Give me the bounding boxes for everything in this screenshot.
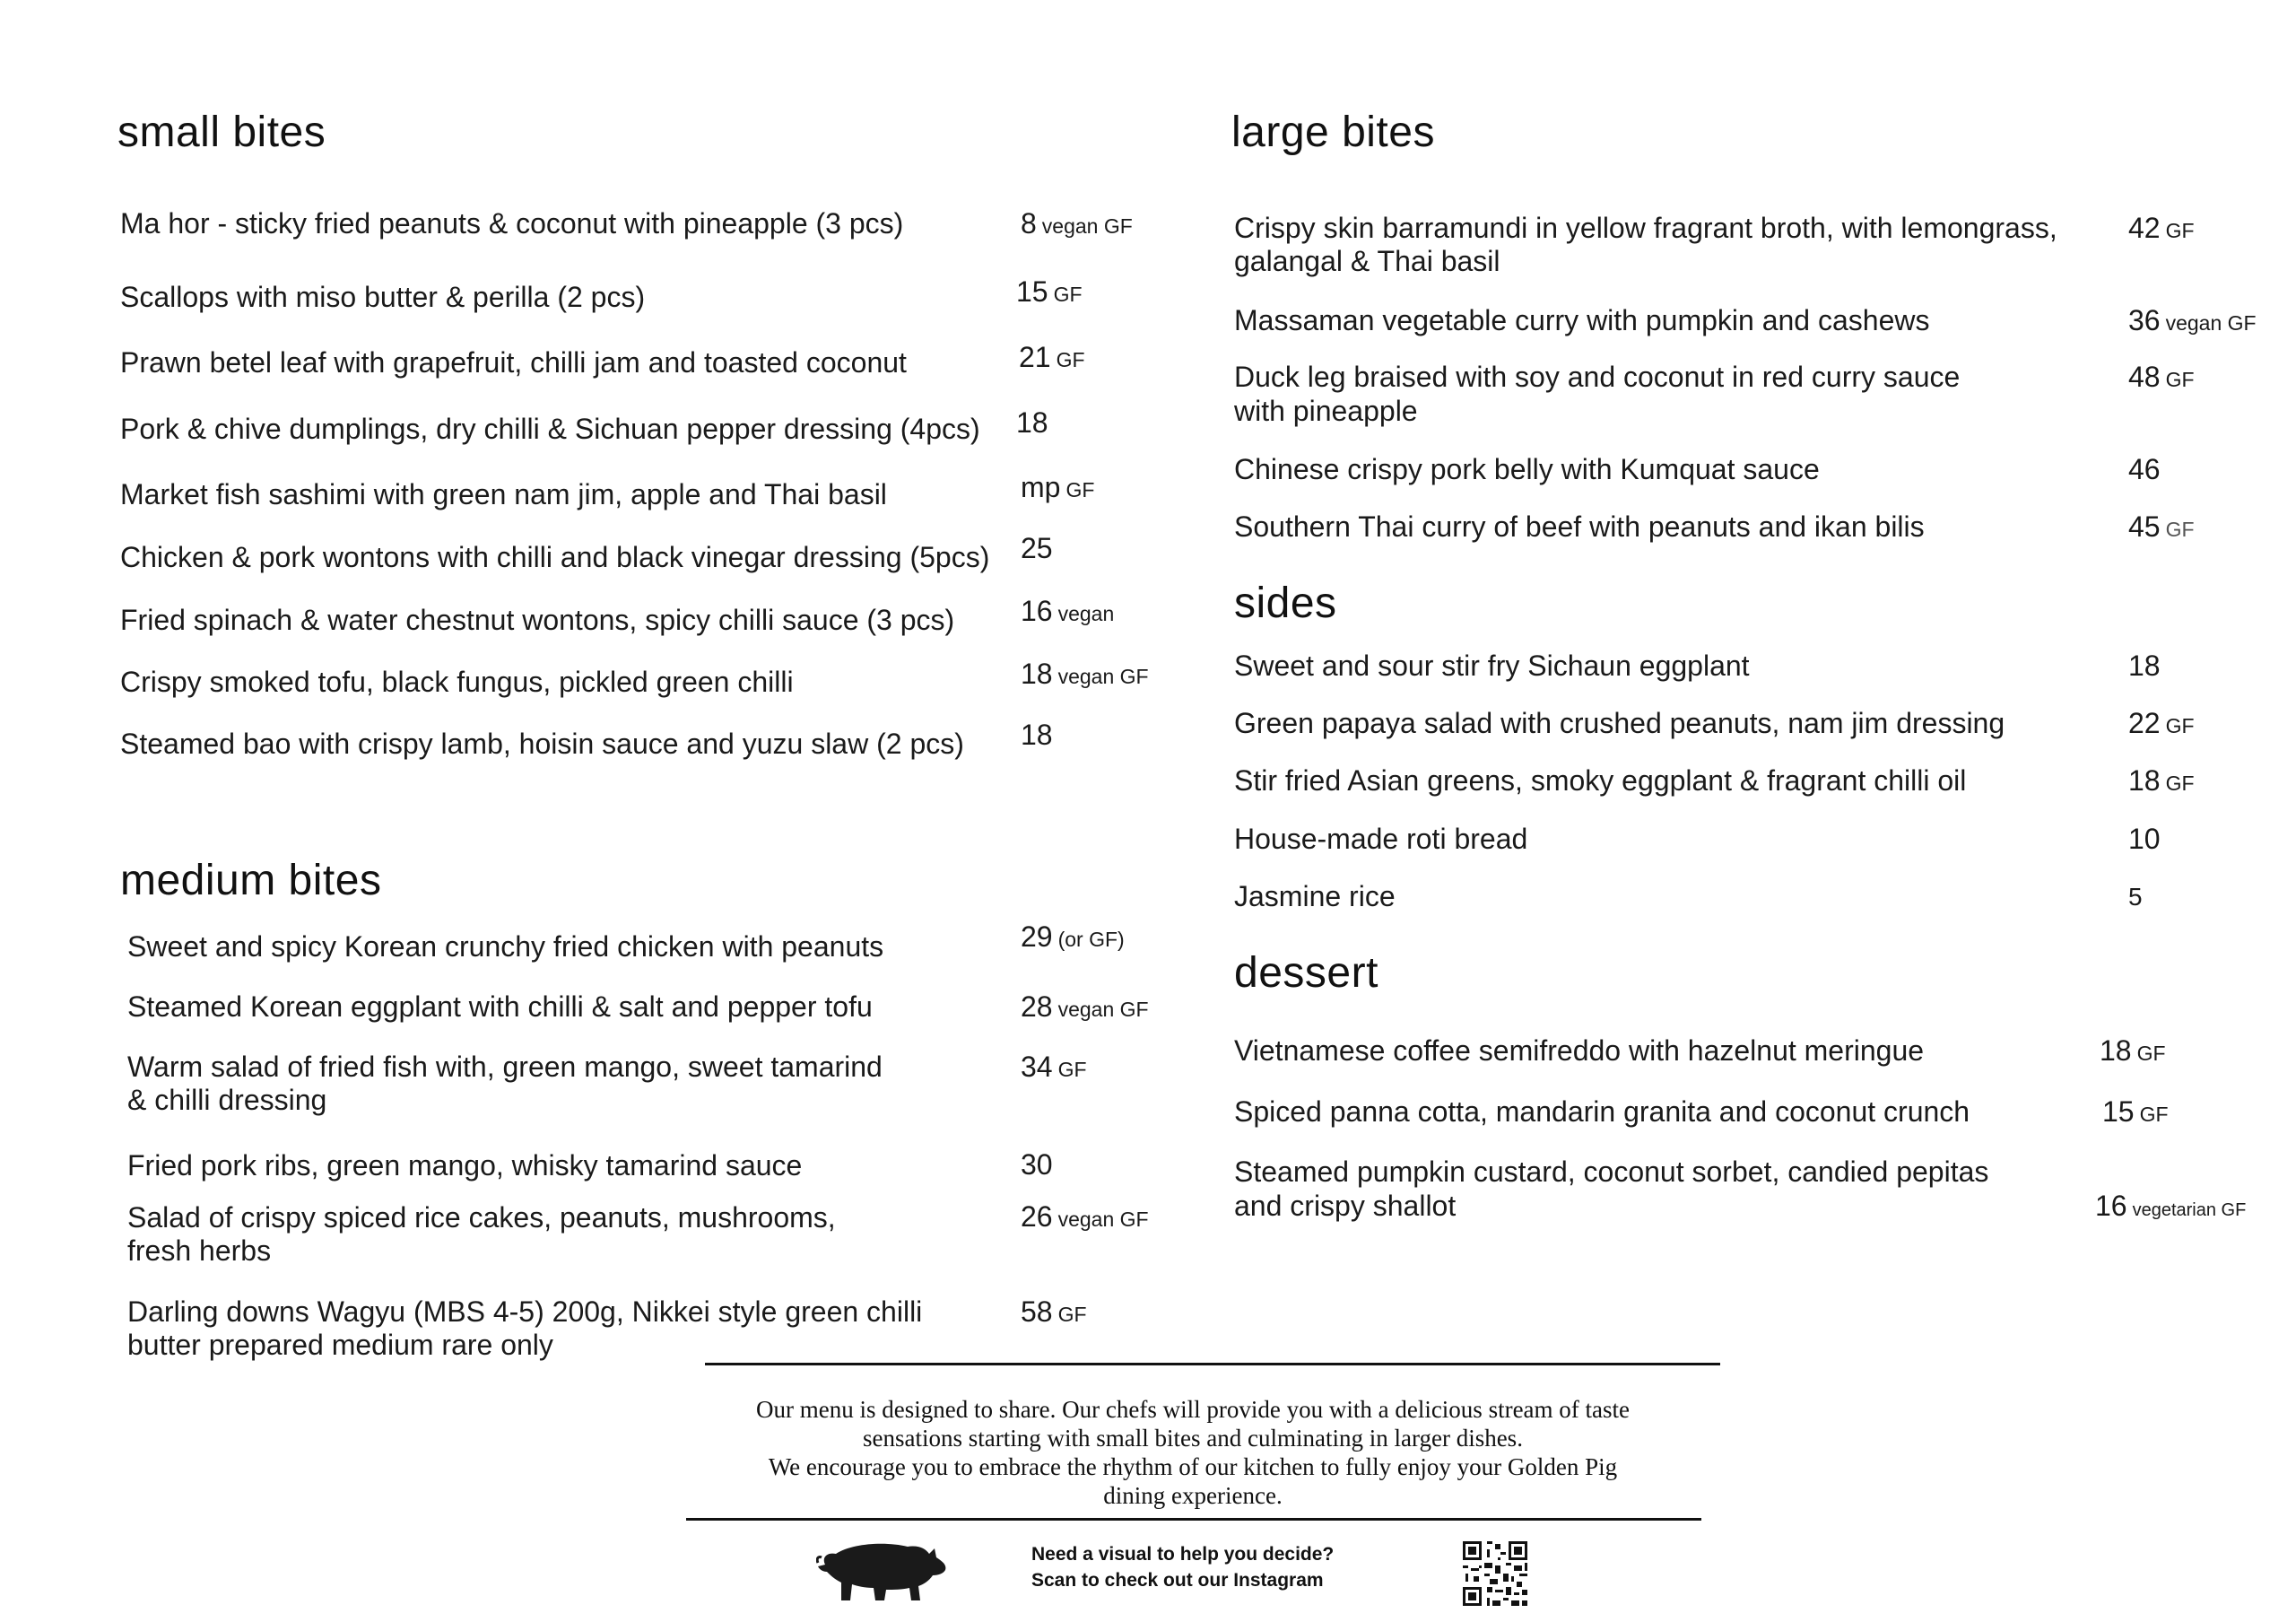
price-value: 22 — [2128, 707, 2161, 739]
price-value: 26 — [1021, 1200, 1053, 1233]
menu-item-name: Crispy smoked tofu, black fungus, pickled green chilli — [120, 666, 794, 698]
price-value: 21 — [1019, 341, 1051, 373]
price-value: 42 — [2128, 212, 2161, 244]
dietary-tags: GF — [2165, 772, 2195, 795]
price-value: 18 — [2128, 764, 2161, 797]
menu-item-name: Fried pork ribs, green mango, whisky tamarind sauce — [127, 1149, 803, 1182]
dietary-tags: vegan — [1057, 602, 1115, 625]
price-value: 15 — [1016, 275, 1048, 308]
qr-code-icon[interactable] — [1460, 1539, 1530, 1613]
menu-item-name: Crispy skin barramundi in yellow fragrant broth, with lemongrass, — [1234, 212, 2057, 244]
sharing-note-line: sensations starting with small bites and culminating in larger dishes. — [863, 1425, 1523, 1452]
price-value: mp — [1021, 471, 1061, 503]
menu-item-name: Chicken & pork wontons with chilli and black vinegar dressing (5pcs) — [120, 541, 990, 573]
price-value: 46 — [2128, 453, 2161, 485]
menu-item-name: Market fish sashimi with green nam jim, apple and Thai basil — [120, 478, 887, 510]
price-value: 58 — [1021, 1295, 1053, 1328]
price-value: 18 — [1021, 658, 1053, 690]
menu-item-name: Chinese crispy pork belly with Kumquat sauce — [1234, 453, 1820, 485]
menu-item-name: Ma hor - sticky fried peanuts & coconut with pineapple (3 pcs) — [120, 207, 904, 240]
price-value: 16 — [1021, 595, 1053, 627]
menu-item-name: Warm salad of fried fish with, green mango, sweet tamarind — [127, 1051, 883, 1083]
sides-heading: sides — [1234, 580, 1337, 627]
menu-item-name: Darling downs Wagyu (MBS 4-5) 200g, Nikkei style green chilli — [127, 1295, 923, 1328]
dietary-tags: (or GF) — [1057, 928, 1125, 951]
menu-item-name: Spiced panna cotta, mandarin granita and coconut crunch — [1234, 1095, 1970, 1128]
price-value: 16 — [2095, 1190, 2127, 1222]
menu-item-price — [1021, 920, 1125, 956]
price-value: 10 — [2128, 823, 2161, 855]
menu-item-price — [2128, 453, 2166, 489]
menu-item-price — [1021, 595, 1114, 631]
menu-item-name: Steamed Korean eggplant with chilli & salt and pepper tofu — [127, 990, 873, 1023]
menu-item-name: Sweet and spicy Korean crunchy fried chicken with peanuts — [127, 930, 884, 963]
dietary-tags: GF — [1056, 348, 1085, 371]
price-value: 18 — [2128, 650, 2161, 682]
price-value: 28 — [1021, 990, 1053, 1023]
menu-item-price — [1021, 658, 1149, 693]
menu-item-name-line2: fresh herbs — [127, 1234, 272, 1267]
menu-item-name: Duck leg braised with soy and coconut in red curry sauce — [1234, 361, 1961, 393]
dietary-tags: GF — [2165, 219, 2195, 242]
menu-item-name: House-made roti bread — [1234, 823, 1528, 855]
dietary-tags: GF — [1057, 1058, 1087, 1081]
menu-item-name: Fried spinach & water chestnut wontons, spicy chilli sauce (3 pcs) — [120, 604, 955, 636]
dietary-tags: GF — [2165, 518, 2195, 541]
menu-item-name: Steamed bao with crispy lamb, hoisin sauce and yuzu slaw (2 pcs) — [120, 728, 964, 760]
menu-item-price — [1016, 406, 1054, 442]
menu-item-name: Scallops with miso butter & perilla (2 pcs) — [120, 281, 646, 313]
price-value: 45 — [2128, 510, 2161, 543]
menu-item-price — [1021, 532, 1058, 568]
menu-item-price — [2100, 1034, 2166, 1070]
price-value: 15 — [2102, 1095, 2135, 1128]
dietary-tags: GF — [2136, 1042, 2166, 1065]
menu-item-name-line2: & chilli dressing — [127, 1084, 327, 1116]
dietary-tags: vegan GF — [1057, 998, 1149, 1021]
price-value: 18 — [1016, 406, 1048, 439]
menu-item-name-line2: butter prepared medium rare only — [127, 1329, 553, 1361]
menu-item-price — [2128, 880, 2148, 915]
sharing-note-line: dining experience. — [1103, 1482, 1283, 1509]
dietary-tags: GF — [1065, 478, 1095, 501]
sharing-note-line: Our menu is designed to share. Our chefs will provide you with a delicious stream of taste — [755, 1396, 1631, 1423]
price-value: 34 — [1021, 1051, 1053, 1083]
menu-item-price — [1021, 1051, 1087, 1086]
menu-item-price — [1021, 719, 1058, 754]
menu-item-price — [2128, 823, 2166, 859]
price-value: 18 — [2100, 1034, 2132, 1067]
price-value: 18 — [1021, 719, 1053, 751]
instagram-prompt — [1031, 1541, 1334, 1593]
price-value: 5 — [2128, 883, 2143, 911]
menu-item-price — [1021, 1148, 1058, 1184]
menu-item-price — [1021, 207, 1133, 243]
divider-top — [705, 1363, 1720, 1365]
menu-item-name: Pork & chive dumplings, dry chilli & Sichuan pepper dressing (4pcs) — [120, 413, 980, 445]
dietary-tags: vegetarian GF — [2132, 1200, 2247, 1220]
large-bites-heading: large bites — [1231, 109, 1435, 156]
dietary-tags: GF — [2165, 714, 2195, 737]
dessert-heading: dessert — [1234, 949, 1378, 997]
medium-bites-heading: medium bites — [120, 857, 382, 904]
dietary-tags: GF — [1057, 1303, 1087, 1326]
menu-item-name: Jasmine rice — [1234, 880, 1396, 912]
menu-item-price — [1021, 471, 1094, 507]
dietary-tags: GF — [1053, 283, 1083, 306]
menu-item-name-line2: and crispy shallot — [1234, 1190, 1457, 1222]
menu-item-name: Southern Thai curry of beef with peanuts and ikan bilis — [1234, 510, 1925, 543]
menu-item-price — [1021, 1200, 1149, 1236]
menu-item-price — [1019, 341, 1085, 377]
sharing-note-line: We encourage you to embrace the rhythm of our kitchen to fully enjoy your Golden Pig — [768, 1453, 1618, 1480]
menu-item-price — [2128, 650, 2166, 685]
menu-item-price — [1021, 990, 1149, 1026]
menu-item-price — [2128, 707, 2195, 743]
dietary-tags: vegan GF — [2165, 311, 2257, 335]
menu-item-name-line2: with pineapple — [1234, 395, 1418, 427]
small-bites-heading: small bites — [117, 109, 326, 156]
menu-item-price — [2128, 304, 2257, 340]
pig-icon — [816, 1536, 951, 1612]
menu-item-name: Green papaya salad with crushed peanuts, nam jim dressing — [1234, 707, 2005, 739]
dietary-tags: vegan GF — [1057, 1208, 1149, 1231]
menu-item-price — [2128, 764, 2195, 800]
price-value: 30 — [1021, 1148, 1053, 1181]
menu-item-name: Stir fried Asian greens, smoky eggplant & fragrant chilli oil — [1234, 764, 1967, 797]
sharing-note — [700, 1395, 1686, 1510]
menu-item-price — [2128, 361, 2195, 397]
price-value: 29 — [1021, 920, 1053, 953]
menu-item-price — [1016, 275, 1083, 311]
menu-item-name: Massaman vegetable curry with pumpkin and cashews — [1234, 304, 1930, 336]
menu-item-name-line2: galangal & Thai basil — [1234, 245, 1500, 277]
menu-item-price — [2128, 510, 2195, 546]
menu-item-price — [2095, 1190, 2246, 1227]
divider-bottom — [686, 1518, 1701, 1521]
menu-item-price — [2102, 1095, 2169, 1131]
price-value: 36 — [2128, 304, 2161, 336]
menu-item-name: Salad of crispy spiced rice cakes, peanuts, mushrooms, — [127, 1201, 836, 1234]
price-value: 8 — [1021, 207, 1037, 240]
instagram-prompt-line: Scan to check out our Instagram — [1031, 1570, 1324, 1591]
dietary-tags: vegan GF — [1057, 665, 1149, 688]
dietary-tags: vegan GF — [1041, 214, 1133, 238]
menu-item-price — [2128, 212, 2195, 248]
price-value: 48 — [2128, 361, 2161, 393]
dietary-tags: GF — [2165, 368, 2195, 391]
menu-item-name: Vietnamese coffee semifreddo with hazelnut meringue — [1234, 1034, 1925, 1067]
menu-item-price — [1021, 1295, 1087, 1331]
menu-item-name: Steamed pumpkin custard, coconut sorbet, candied pepitas — [1234, 1155, 1989, 1188]
price-value: 25 — [1021, 532, 1053, 564]
instagram-prompt-line: Need a visual to help you decide? — [1031, 1544, 1335, 1565]
dietary-tags: GF — [2139, 1103, 2169, 1126]
menu-item-name: Sweet and sour stir fry Sichaun eggplant — [1234, 650, 1750, 682]
menu-item-name: Prawn betel leaf with grapefruit, chilli jam and toasted coconut — [120, 346, 907, 379]
